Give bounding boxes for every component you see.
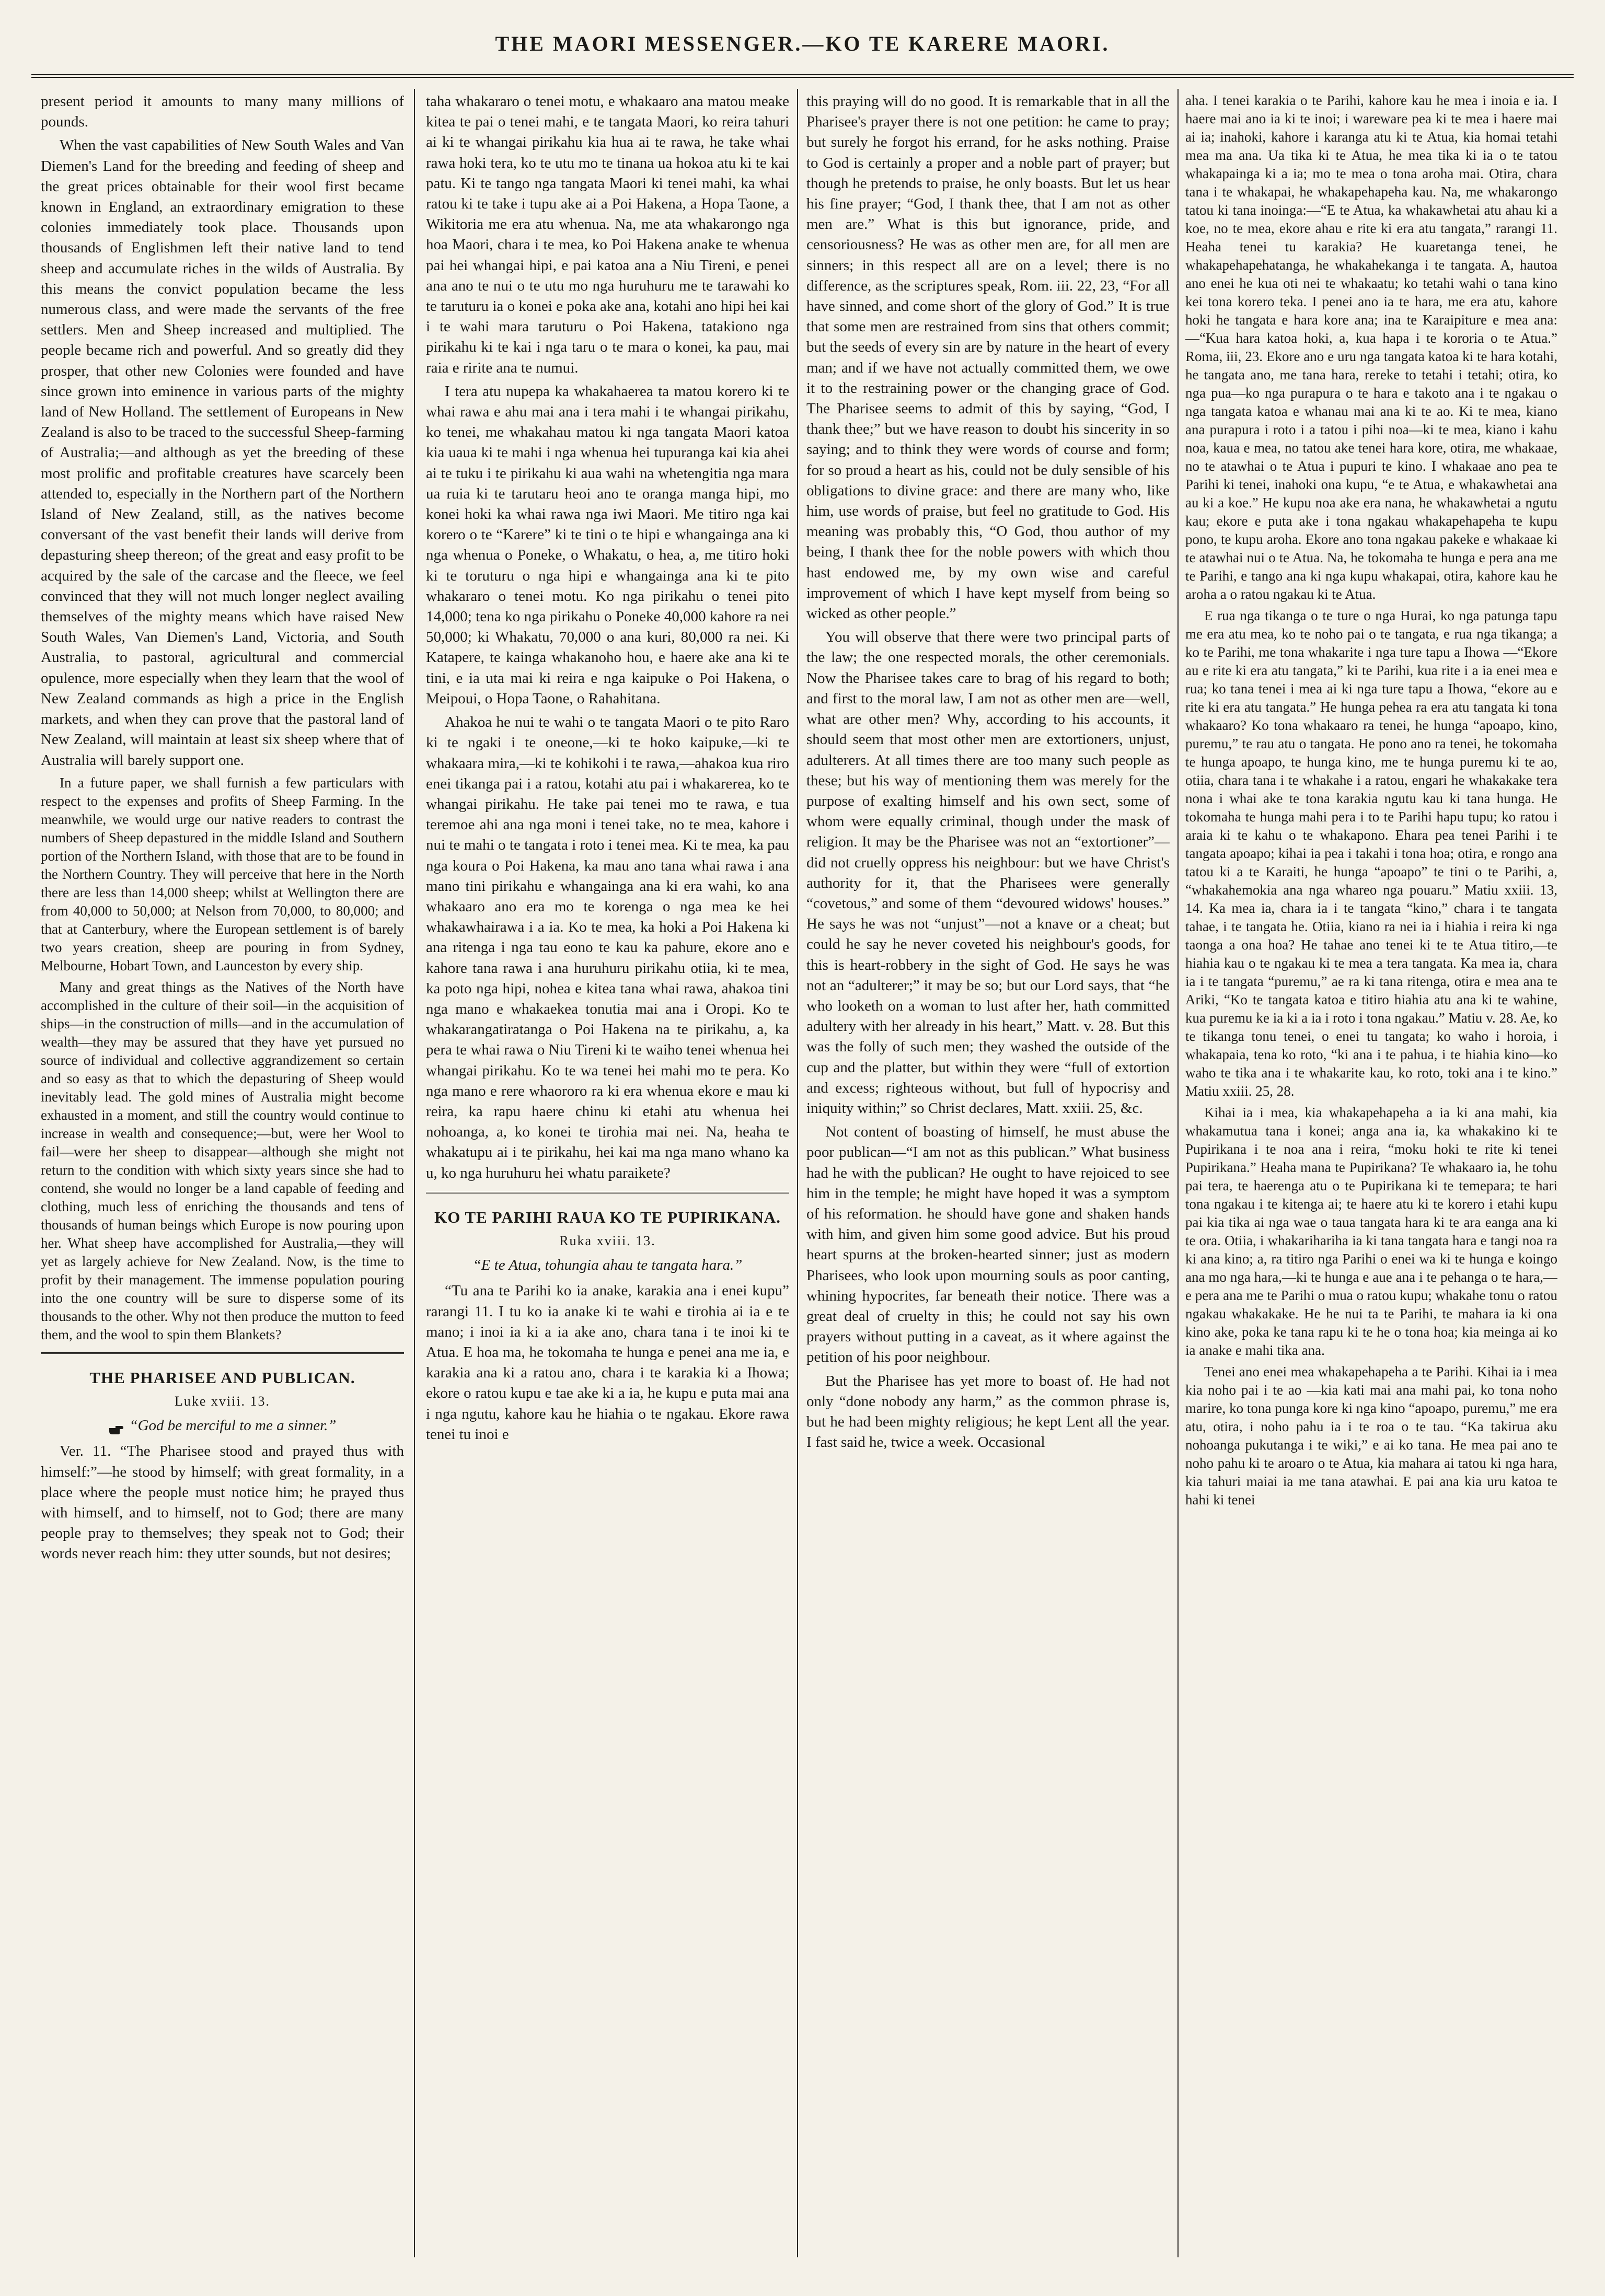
masthead-title: THE MAORI MESSENGER.—KO TE KARERE MAORI. <box>495 32 1110 55</box>
column-divider <box>414 89 415 2257</box>
paragraph: I tera atu nupepa ka whakahaerea ta matou korero ki te whai rawa e ahu mai ana i tera mahi i te whangai pirikahu, ko tenei, me whakahau matou ki nga tangata Maori katoa kia uaua ki te mahi i nga whenua hei tupuranga kai kia ahei ai te tuku i te pirikahu ki aua wahi na whetengitia nga mara ua ruia ki te tarutaru heoi ano te oranga manga hipi, mo konei hoki ka whai rawa nga iwi Maori. Me titiro nga kai korero o te “Karere” ki te tini o te hipi e whangainga ana ki nga whenua o Poneke, o Whakatu, o hea, a, me titiro hoki ki te toruturu o nga hipi e whangainga ana ki te pito whakararo o tenei motu. Ko nga pirikahu o tenei pito 14,000; tena ko nga pirikahu o Poneke 40,000 kahore ra nei 50,000; ki Whakatu, 70,000 o ana kuri, 80,000 ra nei. Ki Katapere, te kainga whakanoho hou, e haere ake ana ki te tini, e ia uta mai ki reira e nga kaipuke o Poi Hakena, o Meipoui, o Hopa Taone, o Rahahitana. <box>426 382 789 707</box>
section-title: THE PHARISEE AND PUBLICAN. <box>89 1368 355 1387</box>
paragraph: Ver. 11. “The Pharisee stood and prayed thus with himself:”—he stood by himself; with great formality, in a place where the people must notice him; he prayed thus with himself, and to himself, not to God; there are many people pray to themselves; they speak not to God; their words never reach him: they utter sounds, but not desires; <box>41 1443 404 1562</box>
masthead-rule <box>31 74 1574 78</box>
paragraph: When the vast capabilities of New South Wales and Van Diemen's Land for the breeding and feeding of sheep and the great prices obtainable for their wool first became known in England, an extraordinary emigration to these colonies immediately took place. Thousands upon thousands of Englishmen left their native land to tend sheep and accumulate riches in the wilds of Australia. By this means the convict population became the less numerous class, and were made the servants of the free settlers. Men and Sheep increased and multiplied. The people became rich and powerful. And so greatly did they prosper, that other new Colonies were founded and have since grown into eminence in various parts of the mighty land of New Holland. The settlement of Europeans in New Zealand is also to be traced to the successful Sheep-farming of Australia;—and although as yet the breeding of these most prolific and profitable creatures have scarcely been attended to, especially in the Northern part of the Northern Island of New Zealand, still, as the natives become conversant of the vast benefit their lands will derive from depasturing sheep thereon; of the great and easy profit to be acquired by the sale of the carcase and the fleece, we feel convinced that they will not much longer neglect availing themselves of the mighty means which have raised New South Wales, Van Diemen's Land, Victoria, and South Australia, to pastoral, agricultural and commercial opulence, more especially when they learn that the wool of New Zealand commands as high a price in the English markets, and when they can prove that the pastoral land of New Zealand, will maintain at least six sheep where that of Australia will barely support one. <box>41 137 404 769</box>
paragraph: taha whakararo o tenei motu, e whakaaro ana matou meake kitea te pai o tenei mahi, e te tangata Maori, ko reira tahuri ai ki te whangai pirikahu kia hua ai te rawa, he take whai rawa hoki tera, ko te utu mo te tinana ua hokoa atu ki te kai patu. Ki te tango nga tangata Maori ki tenei mahi, ka whai ratou ki te take i tupu ake ai a Poi Hakena, a Hopa Taone, a Wikitoria me era atu whenua. Na, me ata whakarongo nga hoa Maori, chara i te mea, ko Poi Hakena anake te whenua pai hei whangai hipi, e pai katoa ana a Niu Tireni, e penei ana ano te nui o te utu mo nga huruhuru me te tarawahi ko te taruturu ia o konei e poka ake ana, kotahi ano hipi hei kai i te wahi mara taruturu o Poi Hakena, tatakiono nga pirikahu ki te kai i nga taru o te mara o konei, ka pau, mai raia e ririte ana te numui. <box>426 93 789 376</box>
column-divider <box>1177 89 1179 2257</box>
column-2 <box>426 91 789 2260</box>
scripture-reference: Ruka xviii. 13. <box>559 1233 656 1248</box>
paragraph: Tenei ano enei mea whakapehapeha a te Parihi. Kihai ia i mea kia noho pai i te ao —kia kati mai ana mahi pai, ko tona noho marire, ko tona punga kore ki nga kino “apoapo, puremu,” me era atu, otira, i noho pahu ia i te roa o te tau. “Ka takirua aku nohoanga pukutanga i te wiki,” e ai ko tana. He mea pai ano te noho pahu ki te aroaro o te Atua, kia mahara ai tatou ki nga hara, kia tahuri maiai ia me tana atawhai. E pai ana kia uru katoa te hahi ki tenei <box>1185 1364 1557 1508</box>
scripture-reference: Luke xviii. 13. <box>174 1393 271 1409</box>
paragraph: But the Pharisee has yet more to boast of. He had not only “done nobody any harm,” as the common phrase is, but he had been mighty religious; he kept Lent all the year. I fast said he, twice a week. Occasional <box>806 1372 1170 1451</box>
paragraph: “Tu ana te Parihi ko ia anake, karakia ana i enei kupu” rarangi 11. I tu ko ia anake ki te wahi e tirohia ai ia e te mano; i inoi ia ki a ia ake ano, chara tana i te inoi ki te Atua. E hoa ma, he tokomaha te hunga e penei ana me ia, e karakia ana ki a ratou ano, chara i te karakia ki a Ihowa; ekore o ratou kupu e tae ake ki a ia, he kupu e puta mai ana i nga ngutu, kahore kau he hiahia o te ngakau. Ekore rawa tenei tu inoi e <box>426 1282 789 1443</box>
paragraph: In a future paper, we shall furnish a few particulars with respect to the expenses and profits of Sheep Farming. In the meanwhile, we would urge our native readers to contrast the numbers of Sheep depastured in the middle Island and Southern portion of the Northern Island, with those that are to be found in the Northern Country. They will perceive that here in the North there are less than 14,000 sheep; whilst at Wellington there are from 40,000 to 50,000; at Nelson from 70,000, to 80,000; and that at Canterbury, where the European settlement is of barely two years creation, sheep are pouring in from Sydney, Melbourne, Hobart Town, and Launceston by every ship. <box>41 774 404 973</box>
paragraph: Not content of boasting of himself, he must abuse the poor publican—“I am not as this publican.” What business had he with the publican? He ought to have rejoiced to see him in the temple; he might have hoped it was a symptom of his reformation. he should have gone and shaken hands with him, and given him some good advice. But his proud heart spurns at the broken-hearted sinner; just as modern Pharisees, who look upon mourning souls as poor canting, whining hypocrites, far beneath their notice. There was a great deal of cruelty in this; he could not say his own prayers without putting in a caveat, as it where against the petition of his poor neighbour. <box>806 1123 1170 1366</box>
column-divider <box>797 89 798 2257</box>
section-title: KO TE PARIHI RAUA KO TE PUPIRIKANA. <box>434 1208 781 1226</box>
paragraph: Many and great things as the Natives of the North have accomplished in the culture of their soil—in the acquisition of ships—in the construction of mills—and in the accumulation of wealth—they may be assured that they have yet pursued no source of individual and collective aggrandizement so certain and so easy as that to which the depasturing of Sheep would inevitably lead. The gold mines of Australia might become exhausted in a moment, and still the country would continue to increase in wealth and consequence;—but, were her Wool to fail—were her sheep to disappear—although she might not return to the condition with which sixty years since she had to contend, she would no longer be a land capable of feeding and clothing, much less of enriching the thousands and tens of thousands of human beings which Europe is now pouring upon her. What sheep have accomplished for Australia,—they will yet as largely achieve for New Zealand. Now, is the time to profit by their management. The immense population pouring into the one country will be sure to disperse some of its thousands to the other. Why not then produce the mutton to feed them, and the wool to spin them Blankets? <box>41 979 404 1342</box>
paragraph: present period it amounts to many many millions of pounds. <box>41 93 404 131</box>
scripture-verse <box>41 1416 404 1436</box>
column-3 <box>806 91 1170 2260</box>
verse-text: “God be merciful to me a sinner.” <box>129 1417 337 1434</box>
paragraph: aha. I tenei karakia o te Parihi, kahore kau he mea i inoia e ia. I haere mai ano ia ki te inoi; i wareware pea ki te mea i haere mai ai ia; inahoki, kahore i karanga atu ki te Atua, kia homai tetahi mea ma ana. Ua tika ki te Atua, he mea tika ki ia o te tatou whakapainga ki a ia; mo te mea o tona aroha mai. Otira, chara tana i te whakapai, he whakapehapeha kau. Na, me whakarongo tatou ki tana inoinga:—“E te Atua, ka whakawhetai atu ahau ki a koe, no te mea, ekore ahau e rite ki era atu tangata,” rarangi 11. Heaha tenei tu karakia? He kuaretanga tenei, he whakapehapehatanga, he whakahekanga i te tangata. A, hautoa ano enei he kua oti nei te whakaatu; ko tetahi wahi o tana kino kei tona korero teka. I penei ano ia te hara, me era atu, kahore hoki he tangata e hara kore ana; ina te Karaipiture e mea ana:—“Kua hara katoa hoki, a, kua hapa i te kororia o te Atua.” Roma, iii, 23. Ekore ano e uru nga tangata katoa ki te hara kotahi, he tangata ano, me tana hara, rereke to tetahi i tetahi; otira, ko nga pua—ko nga purapura o te hara e takoto ana i te ngakau o nga tangata katoa e whanau mai ana ki te ao. Ki te mea, kiano ana purapura i roto i a tatou i pihi noa—ki te mea, kiano i kahu noa, kaua e mea, no tatou ake tenei hara kore, otira, me whakaae, no te atawhai o te Atua i pupuri te kino. I whakaae ano pea te Parihi ki tenei, inahoki ona kupu, “e te Atua, e whakawhetai ana au ki a koe.” He kupu noa ake era nana, he whakawhetai a ngutu kau; ekore e puta ake i tona ngakau whakapehapeha te kupu pono, te kupu aroha. Ekore ano tona ngakau pakeke e whakaae ki te atawhai nui o te Atua. Na, he tokomaha te hunga e pera ana me te Parihi, e tango ana ki nga kupu whakapai, otira, kahore kau he aroha a o ratou ngakau ki te Atua. <box>1185 92 1557 602</box>
paragraph: this praying will do no good. It is remarkable that in all the Pharisee's prayer there is not one petition: he came to pray; but surely he forgot his errand, for he asks nothing. Praise to God is certainly a proper and a noble part of prayer; but though he pretends to praise, he only boasts. But let us hear his fine prayer; “God, I thank thee, that I am not as other men are.” What is this but ignorance, pride, and censoriousness? He was as other men are, for all men are sinners; in this respect all are on a level; there is no difference, as the scriptures speak, Rom. iii. 22, 23, “For all have sinned, and come short of the glory of God.” It is true that some men are restrained from sins that others commit; but the seeds of every sin are by nature in the heart of every man; and if we have not actually committed them, we owe it to the restraining power or the changing grace of God. The Pharisee seems to admit of this by saying, “God, I thank thee;” but we have reason to doubt his sincerity in so saying; and to think they were words of course and form; for so proud a heart as his, could not be duly sensible of his obligations to divine grace: and there are many who, like him, use words of praise, but feel no gratitude to God. His meaning was probably this, “O God, thou author of my being, I thank thee for the noble powers with which thou hast endowed me, by my own wise and careful improvement of which I have kept myself from being so wicked as other people.” <box>806 93 1170 622</box>
paragraph: E rua nga tikanga o te ture o nga Hurai, ko nga patunga tapu me era atu mea, ko te noho pai o te tangata, e rua nga tikanga; a ko te Parihi, me tona whakarite i nga ture tapu a Ihowa —“Ekore au e rite ki era atu tangata,” ki te Parihi, kua rite i a ia enei mea e rua; ko tana tenei i mea ai ki nga ture tapu a Ihowa, “ekore au e rite ki era atu tangata.” He hunga pehea ra era atu tangata ki tona whakaaro? Ko tona whakaaro ra tenei, he hunga “apoapo, kino, puremu,” te rau atu o tangata. He pono ano ra tenei, he tokomaha te hunga apoapo, te hunga kino, me te hunga puremu ki te ao, otiia, chara tana i te whakahe i a ratou, engari he whakakake tera nona i whai ake te tona karakia ngutu kau ki tana hunga. He tokomaha te hunga mahi pera i to te Parihi hapu tupu; ko ratou i araia ki te kahu o te whakapono. Ehara pea tenei Parihi i te tangata apoapo; kihai ia pea i takahi i tona hoa; otira, e rongo ana tatou ki a te Karaiti, he hunga “apoapo” te tini o te Parihi, a, “whakahemokia ana nga whareo nga pouaru.” Matiu xxiii. 13, 14. Ka mea ia, chara ia i te tangata “kino,” chara i te tangata tahae, i te tangata he. Otiia, kiano ra nei ia i hiahia i reira ki nga taonga a ona hoa? He tahae ano tenei ki te te Atua titiro,—te hiahia kau o te ngakau ki te mea a tera tangata. Ka mea ia, chara ia i te tangata “puremu,” ae ra ki tana ritenga, otira e mea ana te Ariki, “Ko te tangata katoa e titiro hiahia atu ana ki te wahine, kua puremu ke ia ki a ia i roto i tona ngakau.” Matiu v. 28. Ae, ko te tikanga tonu tenei, o enei tu tangata; ko waho i horoia, i whakapaia, tena ko roto, “ki ana i te pahua, i te hiahia kino—ko waho te tika ana i te whakarite kau, ko roto, toki ana i te kino.” Matiu xxiii. 25, 28. <box>1185 608 1557 1099</box>
pointing-hand-icon <box>108 1421 124 1432</box>
paragraph: Kihai ia i mea, kia whakapehapeha a ia ki ana mahi, kia whakamutua tana i konei; anga ana ia, ka whakakino ki te Pupirikana i te noa ana i reira, “moku hoki te rite ki tenei Pupirikana.” Heaha mana te Pupirikana? Te whakaaro ia, he tohu pai tera, te haerenga atu o te Pupirikana ki te temepara; te hari tona ngakau i te kitenga ai; te haere atu ki te korero i etahi kupu pai kia tika ai nga wae o taua tangata hara ki te ara eanga ana ki te ora. Otiia, i whakarihariha ia ki tana tangata hara e tangi noa ra ki ana kino; a, ra titiro nga Parihi o enei wa ki te hunga e koingo ana mo nga hara,—ki te hunga e aue ana i te pehanga o te hara,—e pera ana me te Parihi o mua o ratou kupu; whakahe tonu o ratou ngakau whakakake. He he nui ta te Parihi, te mahara ia ki ona kino ake, poka ke tana rapu ki te he o tona hoa; kia meinga ai ko ia anake e mahi tika ana. <box>1185 1105 1557 1358</box>
column-4 <box>1185 91 1557 2260</box>
paragraph: You will observe that there were two principal parts of the law; the one respected morals, the other ceremonials. Now the Pharisee takes care to brag of his regard to both; and first to the moral law, I am not as other men are—well, what are other men? Why, according to his accounts, it should seem that most other men are extortioners, unjust, adulterers. At all times there are too many such people as these; but his way of mentioning them was merely for the purpose of exalting himself and his own sect, some of whom were equally criminal, though under the mask of religion. It may be the Pharisee was not an “extortioner”—did not cruelly oppress his neighbour: but we have Christ's authority for it, that the Pharisees were generally “covetous,” and some of them “devoured widows' houses.” He says he was not “unjust”—not a knave or a cheat; but could he say he never coveted his neighbour's goods, for this is heart-robbery in the sight of God. He says he was not an “adulterer;” it may be so; but our Lord says, that “he who looketh on a woman to lust after her, hath committed adultery with her already in his heart,” Matt. v. 28. But this was the folly of such men; they washed the outside of the cup and the platter, but within they were “full of extortion and excess; righteous without, but full of hypocrisy and iniquity within;” so Christ declares, Matt. xxiii. 25, &c. <box>806 629 1170 1117</box>
section-rule <box>426 1192 789 1193</box>
scripture-verse: “E te Atua, tohungia ahau te tangata hara.” <box>472 1257 743 1274</box>
section-rule <box>41 1352 404 1354</box>
paragraph: Ahakoa he nui te wahi o te tangata Maori o te pito Raro ki te ngaki i te oneone,—ki te hoko kaipuke,—ki te whakaara mira,—ki te kohikohi i te rawa,—ahakoa kua riro enei tikanga pai i a ratou, kotahi atu pai i whakarerea, ko te whangai pirikahu. He take pai tenei mo te rawa, e tua teremoe ahi ana nga moni i tenei take, no te mea, kahore i nui te mahi o te tangata i roto i tenei mea. Ki te mea, ka pau nga koura o Poi Hakena, ka mau ano tana whai rawa i ana mano tini pirikahu e whangainga ana ki era wahi, ko ana whakaaro ano era mo te korenga o nga mea ke hei whakawhairawa i a ia. Ko te mea, ka hoki a Poi Hakena ki ana ritenga i nga tau eono te kau ka pahure, ekore ano e kahore tana rawa i ana huruhuru pirikahu otiia, ki te mea, ka poto nga hipi, nohea e kitea tana whai rawa, ahakoa tini nga mano e whakaekea tonutia mai ana i Oropi. Ko te whakarangatiratanga o Poi Hakena na te pirikahu, a, ka pera te whai rawa o Niu Tireni ki te waiho tenei whenua hei whangai pirikahu. Ko te wa tenei hei mahi mo te pera. Ko nga mano e rere whaororo ra ki era whenua ekore e mau ki reira, ka rapu haere chinu ki etahi atu whenua hei nohoanga, a, ko konei te tirohia mai nei. Na, heaha te whakatupu ai i te pirikahu, hei kai ma nga mano whano ka u, ko nga huruhuru hei whatu paraikete? <box>426 714 789 1181</box>
column-1 <box>41 91 404 2260</box>
